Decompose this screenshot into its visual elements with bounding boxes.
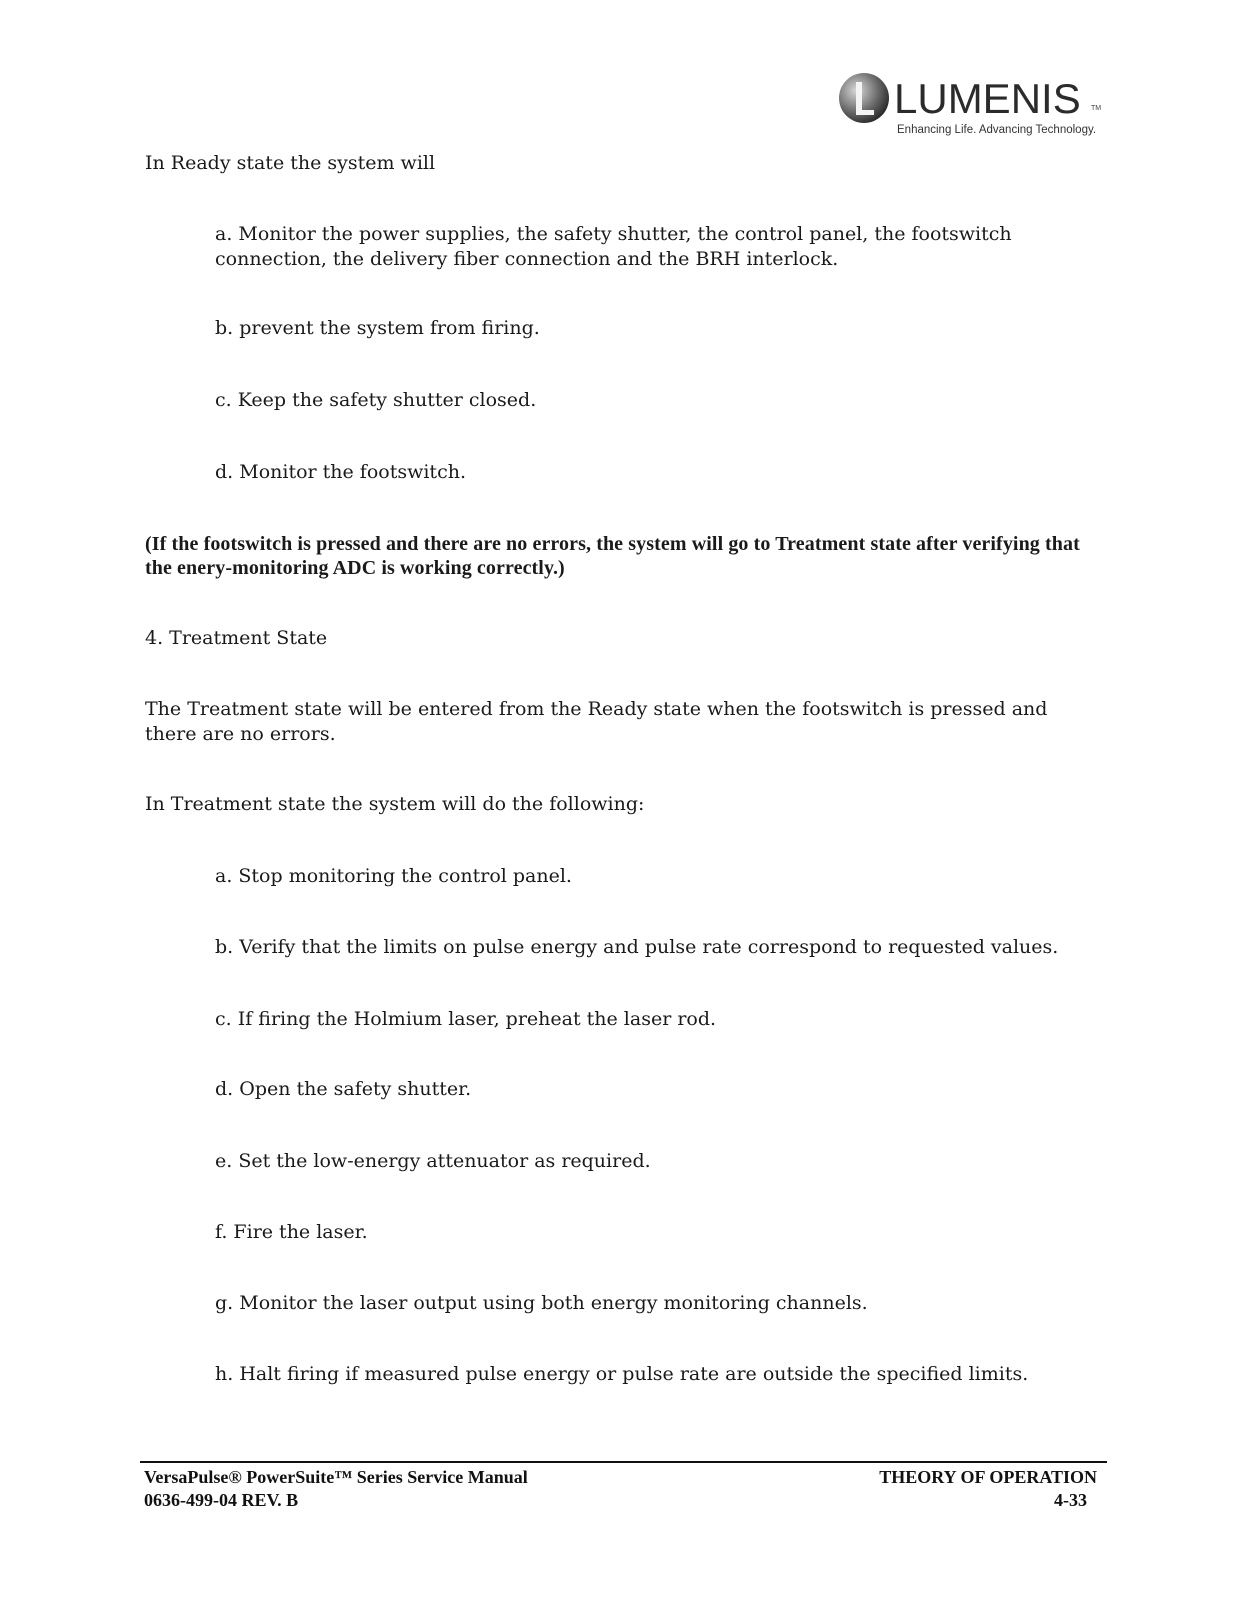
footer-rule xyxy=(140,1461,1107,1463)
logo-tagline: Enhancing Life. Advancing Technology. xyxy=(897,124,1097,136)
ready-note: (If the footswitch is pressed and there are no errors, the system will go to Treatment state after verifying that the enery-monitoring ADC is working correctly.) xyxy=(145,533,1080,579)
ready-item-c: c. Keep the safety shutter closed. xyxy=(215,389,537,411)
footer-manual-title: VersaPulse® PowerSuite™ Series Service Manual xyxy=(144,1467,528,1487)
ready-intro: In Ready state the system will xyxy=(145,152,436,174)
ready-item-d: d. Monitor the footswitch. xyxy=(215,461,466,483)
treatment-item-h: h. Halt firing if measured pulse energy or pulse rate are outside the specified limits. xyxy=(215,1363,1029,1385)
treatment-item-b: b. Verify that the limits on pulse energy and pulse rate correspond to requested values. xyxy=(215,936,1059,958)
treatment-intro: In Treatment state the system will do the following: xyxy=(145,793,645,815)
treatment-item-c: c. If firing the Holmium laser, preheat the laser rod. xyxy=(215,1008,717,1030)
lumenis-logo-mark-icon xyxy=(838,72,890,124)
logo-wordmark: LUMENIS xyxy=(894,75,1081,122)
ready-item-a: a. Monitor the power supplies, the safety shutter, the control panel, the footswitch connection, the delivery fiber connection and the BRH interlock. xyxy=(215,223,1012,270)
treatment-item-d: d. Open the safety shutter. xyxy=(215,1078,472,1100)
footer-page-number: 4-33 xyxy=(1054,1490,1087,1510)
treatment-heading: 4. Treatment State xyxy=(145,627,328,649)
treatment-item-g: g. Monitor the laser output using both energy monitoring channels. xyxy=(215,1292,868,1314)
company-logo xyxy=(838,72,1108,142)
footer-doc-number: 0636-499-04 REV. B xyxy=(144,1490,299,1510)
treatment-item-a: a. Stop monitoring the control panel. xyxy=(215,865,572,887)
treatment-entry: The Treatment state will be entered from the Ready state when the footswitch is pressed and there are no errors. xyxy=(145,698,1048,745)
treatment-item-f: f. Fire the laser. xyxy=(215,1221,368,1243)
logo-trademark: TM xyxy=(1091,105,1102,112)
footer-section: THEORY OF OPERATION xyxy=(879,1467,1097,1487)
ready-item-b: b. prevent the system from firing. xyxy=(215,317,540,339)
treatment-item-e: e. Set the low-energy attenuator as required. xyxy=(215,1150,651,1172)
